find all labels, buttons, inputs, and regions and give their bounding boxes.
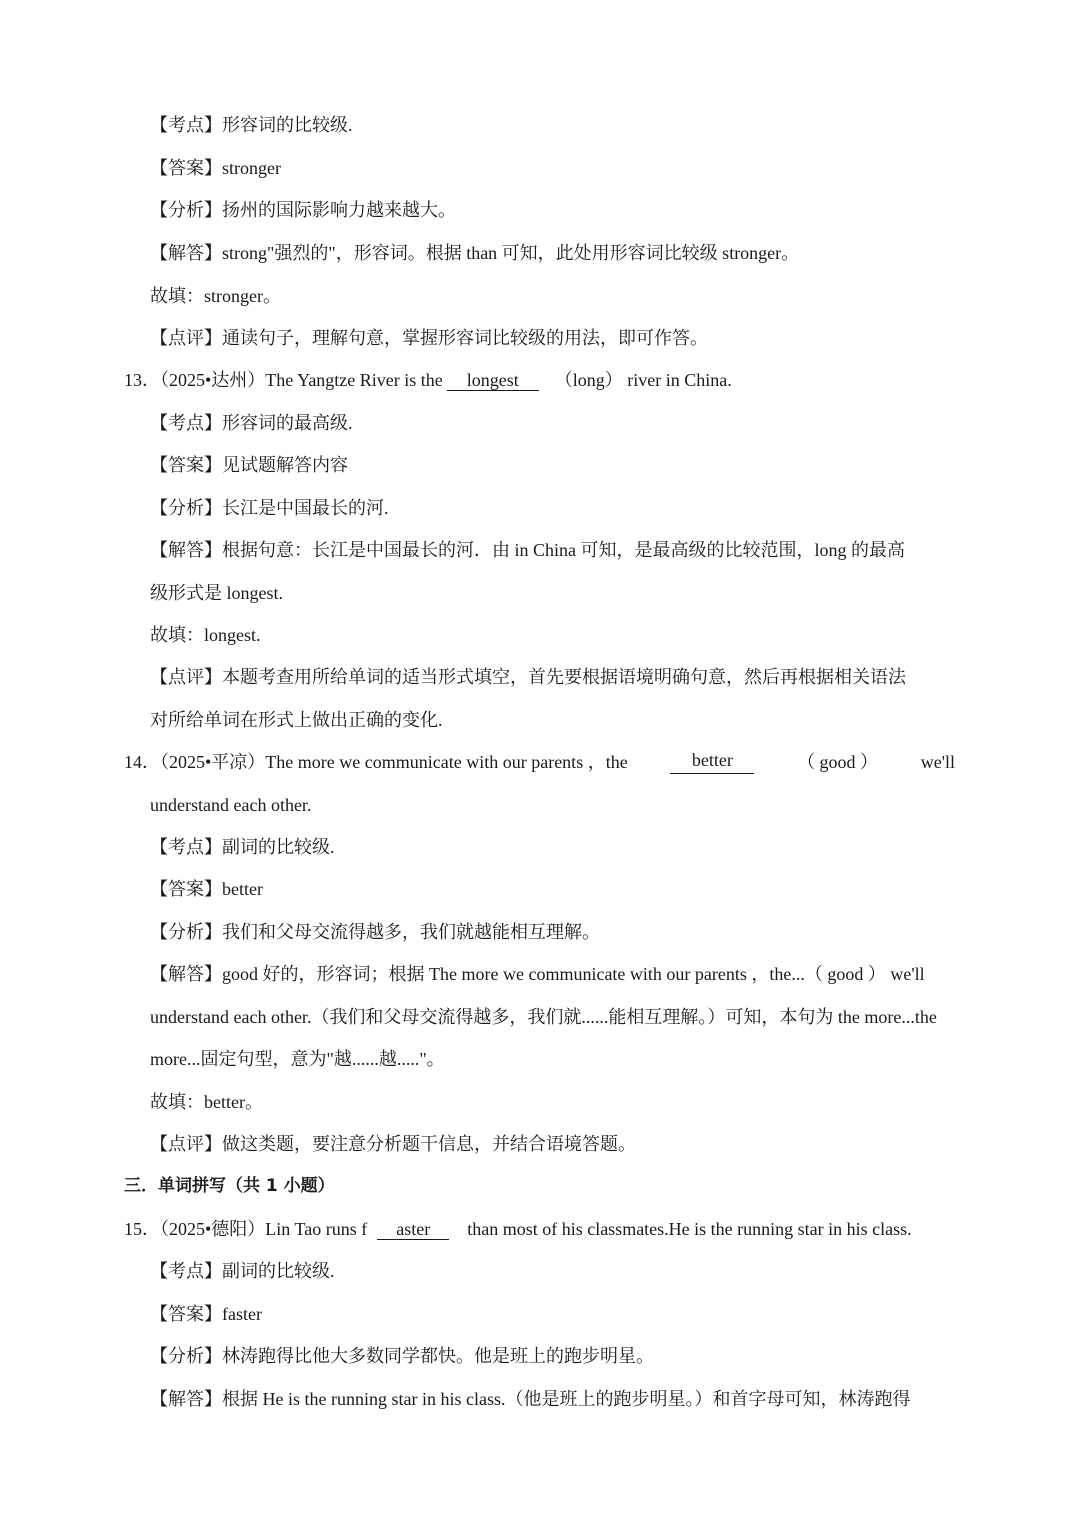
q13-fenxi: 【分析】长江是中国最长的河. xyxy=(150,498,389,518)
q12-daan: 【答案】stronger xyxy=(150,158,281,178)
q15-stem: 15．（2025•德阳）Lin Tao runs f aster than most of his classmates.He is the running star in his class. xyxy=(124,1219,912,1239)
q13-stem: 13．（2025•达州）The Yangtze River is the longest （long） river in China. xyxy=(124,370,732,390)
q14-kaodian: 【考点】副词的比较级. xyxy=(150,837,335,857)
q14-stem-cont: understand each other. xyxy=(150,795,312,815)
q12-fenxi: 【分析】扬州的国际影响力越来越大。 xyxy=(150,200,456,220)
q13-dianping: 【点评】本题考查用所给单词的适当形式填空，首先要根据语境明确句意，然后再根据相关语法 xyxy=(150,667,906,687)
q12-kaodian: 【考点】形容词的比较级. xyxy=(150,115,353,135)
q13-daan: 【答案】见试题解答内容 xyxy=(150,455,348,475)
q14-jieda-cont2: more...固定句型，意为"越......越....."。 xyxy=(150,1049,445,1069)
q14-fenxi: 【分析】我们和父母交流得越多，我们就越能相互理解。 xyxy=(150,922,600,942)
q14-jieda: 【解答】good 好的，形容词；根据 The more we communicate with our parents ，the...（ good ） we'll xyxy=(150,964,925,984)
q14-answer-blank: better xyxy=(670,750,754,774)
section-heading: 三．单词拼写（共 1 小题） xyxy=(124,1176,335,1196)
q13-answer-blank: longest xyxy=(447,370,539,391)
q14-dianping: 【点评】做这类题，要注意分析题干信息，并结合语境答题。 xyxy=(150,1134,636,1154)
q12-guti: 故填：stronger。 xyxy=(150,286,281,306)
q15-fenxi: 【分析】林涛跑得比他大多数同学都快。他是班上的跑步明星。 xyxy=(150,1346,654,1366)
q15-answer-blank: aster xyxy=(377,1219,449,1240)
q14-stem: 14．（2025•平凉）The more we communicate with our parents ，the better （ good ） we'll xyxy=(124,750,955,772)
q12-jieda: 【解答】strong"强烈的"，形容词。根据 than 可知，此处用形容词比较级 stronger。 xyxy=(150,243,800,263)
q13-dianping-cont: 对所给单词在形式上做出正确的变化. xyxy=(150,710,443,730)
q14-daan: 【答案】better xyxy=(150,879,263,899)
q15-kaodian: 【考点】副词的比较级. xyxy=(150,1261,335,1281)
q13-kaodian: 【考点】形容词的最高级. xyxy=(150,413,353,433)
q13-jieda-cont: 级形式是 longest. xyxy=(150,583,283,603)
q14-jieda-cont1: understand each other.（我们和父母交流得越多，我们就......能相互理解。）可知，本句为 the more...the xyxy=(150,1007,937,1027)
q15-daan: 【答案】faster xyxy=(150,1304,262,1324)
q13-jieda: 【解答】根据句意：长江是中国最长的河．由 in China 可知，是最高级的比较范围，long 的最高 xyxy=(150,540,905,560)
q13-guti: 故填：longest. xyxy=(150,625,261,645)
q14-guti: 故填：better。 xyxy=(150,1092,263,1112)
q12-dianping: 【点评】通读句子，理解句意，掌握形容词比较级的用法，即可作答。 xyxy=(150,328,708,348)
q15-jieda: 【解答】根据 He is the running star in his class.（他是班上的跑步明星。）和首字母可知，林涛跑得 xyxy=(150,1389,911,1409)
